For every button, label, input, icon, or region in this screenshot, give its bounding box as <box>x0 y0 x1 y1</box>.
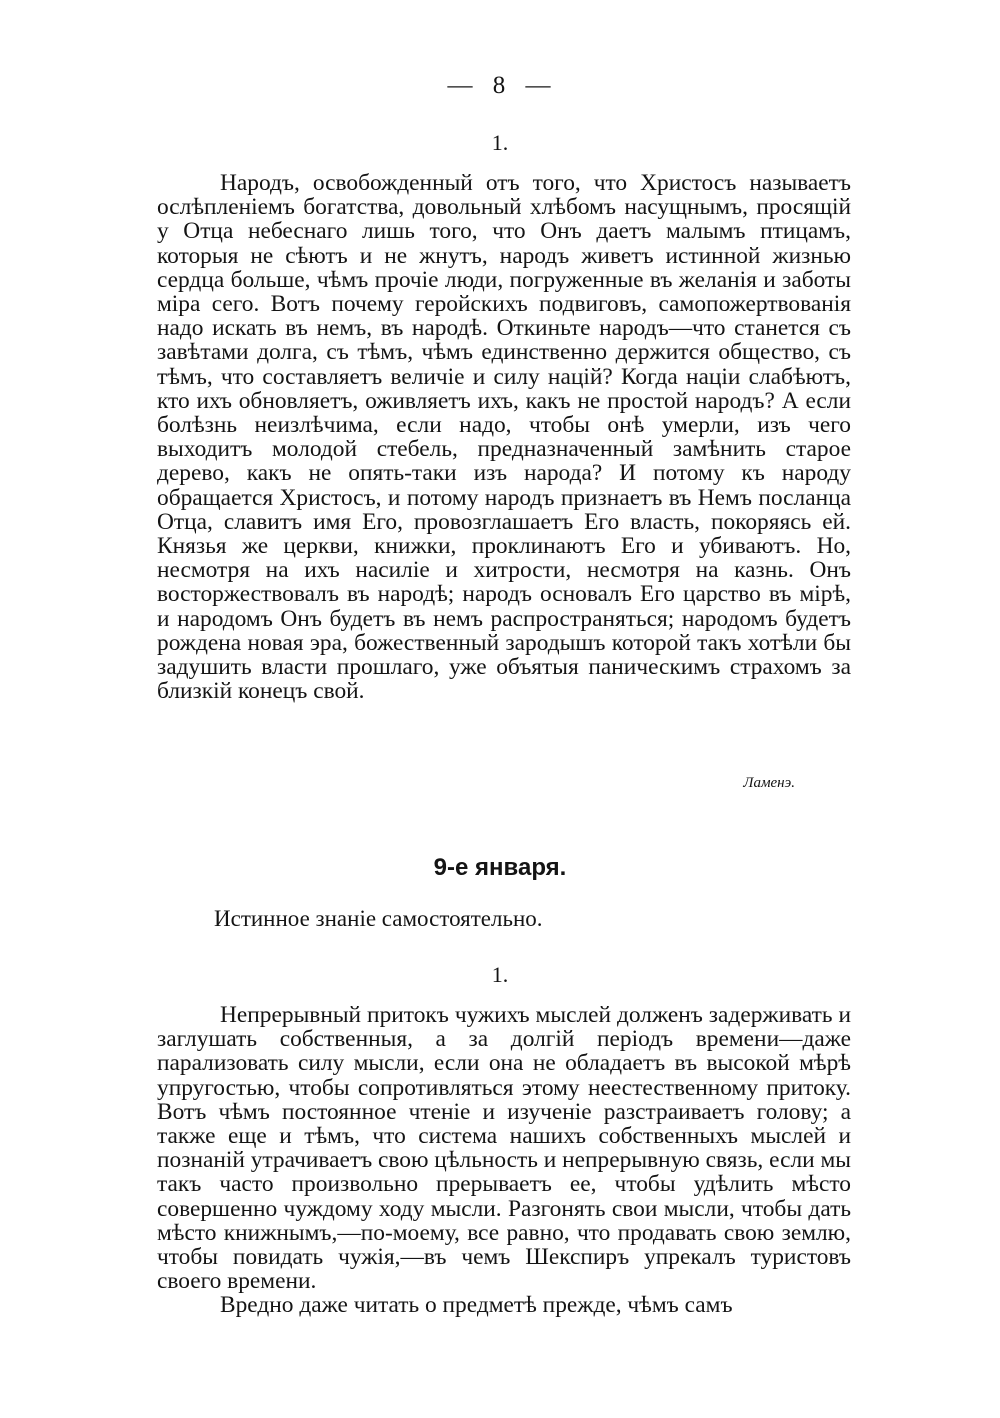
paragraph: Непрерывный притокъ чужихъ мыслей долженъ задерживать и заглушать собственныя, а за долгій періодъ времени—даже парализовать силу мысли, если она не обладаетъ въ высокой мѣрѣ упругостью, чтобы сопротивляться этому неестественному притоку. Вотъ чѣмъ постоянное чтеніе и изученіе разстраиваетъ голову; а также еще и тѣмъ, что система нашихъ собственныхъ мыслей и познаній утрачиваетъ свою цѣльность и непрерывную связь, если мы такъ часто произвольно прерываетъ ее, чтобы удѣлить мѣсто совершенно чуждому ходу мысли. Разгонять свои мысли, чтобы дать мѣсто книжнымъ,—по-моему, все равно, что продавать свою землю, чтобы повидать чужія,—въ чемъ Шекспиръ упрекалъ туристовъ своего времени. <box>157 1002 852 1295</box>
section-number: 1. <box>491 130 509 155</box>
epigraph: Истинное знаніе самостоятельно. <box>214 906 543 931</box>
section-number: 1. <box>491 962 509 987</box>
author-signature: Ламенэ. <box>743 775 795 791</box>
paragraph: Вредно даже читать о предметѣ прежде, чѣмъ самъ <box>220 1292 733 1319</box>
paragraph: Народъ, освобожденный отъ того, что Христосъ называетъ ослѣпленіемъ богатства, довольный хлѣбомъ насущнымъ, просящій у Отца небеснаго лишь того, что Онъ даетъ малымъ птицамъ, которыя не сѣютъ и не жнутъ, народъ живетъ истинной жизнью сердца больше, чѣмъ прочіе люди, погруженные въ желанія и заботы міра сего. Вотъ почему геройскихъ подвиговъ, самопожертвованія надо искать въ немъ, въ народѣ. Откиньте народъ—что станется съ завѣтами долга, съ тѣмъ, чѣмъ единственно держится общество, съ тѣмъ, что составляетъ величіе и силу націй? Когда націи слабѣютъ, кто ихъ обновляетъ, оживляетъ ихъ, какъ не простой народъ? А если болѣзнь неизлѣчима, если надо, чтобы онѣ умерли, изъ чего выходитъ молодой стебель, предназначенный замѣнить старое дерево, какъ не опять-таки изъ народа? И потому къ народу обращается Христосъ, и потому народъ признаетъ въ Немъ посланца Отца, славитъ имя Его, провозглашаетъ Его власть, покоряясь ей. Князья же церкви, книжки, проклинаютъ Его и убиваютъ. Но, несмотря на ихъ насиліе и хитрости, несмотря на казнь. Онъ восторжествовалъ въ народѣ; народъ основалъ Его царство въ мірѣ, и народомъ Онъ будетъ въ немъ распространяться; народомъ будетъ рождена новая эра, божественный зародышъ которой такъ хотѣли бы задушить власти прошлаго, уже объятыя паническимъ страхомъ за близкій конецъ свой. <box>157 170 851 705</box>
day-entry-text <box>157 1003 851 1318</box>
day-heading: 9-е января. <box>433 854 567 881</box>
page-number: — 8 — <box>447 72 553 99</box>
section-one-text <box>157 171 851 703</box>
